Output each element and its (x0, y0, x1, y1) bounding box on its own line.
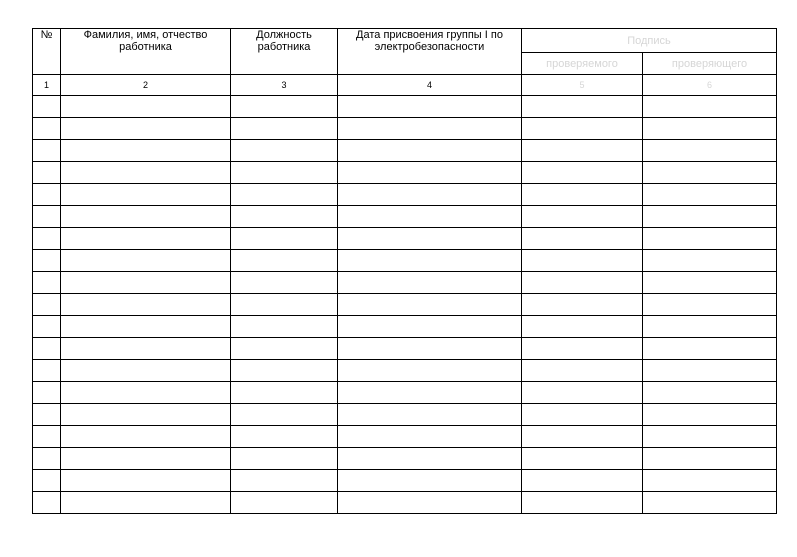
table-cell[interactable] (522, 228, 643, 250)
table-cell[interactable] (338, 492, 522, 514)
column-number-3: 3 (231, 75, 338, 96)
header-signature-examiner: проверяющего (643, 53, 777, 75)
table-cell[interactable] (643, 492, 777, 514)
column-number-row (33, 75, 777, 96)
table-row (33, 184, 777, 206)
table-cell[interactable] (61, 272, 231, 294)
table-cell[interactable] (33, 338, 61, 360)
table-cell[interactable] (61, 118, 231, 140)
table-cell[interactable] (231, 206, 338, 228)
table-cell[interactable] (338, 404, 522, 426)
table-cell[interactable] (33, 448, 61, 470)
table-cell[interactable] (643, 184, 777, 206)
table-cell[interactable] (33, 492, 61, 514)
table-cell[interactable] (33, 250, 61, 272)
table-row (33, 206, 777, 228)
table-cell[interactable] (61, 316, 231, 338)
table-cell[interactable] (61, 426, 231, 448)
table-cell[interactable] (61, 448, 231, 470)
table-cell[interactable] (231, 96, 338, 118)
table-cell[interactable] (522, 118, 643, 140)
table-cell[interactable] (522, 96, 643, 118)
table-row (33, 140, 777, 162)
column-number-4: 4 (338, 75, 522, 96)
table-row (33, 470, 777, 492)
table-cell[interactable] (231, 184, 338, 206)
table-row (33, 316, 777, 338)
table-cell[interactable] (61, 140, 231, 162)
table-cell[interactable] (643, 338, 777, 360)
table-cell[interactable] (231, 382, 338, 404)
table-cell[interactable] (338, 184, 522, 206)
table-row (33, 294, 777, 316)
table-row (33, 96, 777, 118)
table-cell[interactable] (61, 228, 231, 250)
table-cell[interactable] (231, 448, 338, 470)
table-cell[interactable] (61, 250, 231, 272)
table-cell[interactable] (338, 96, 522, 118)
table-cell[interactable] (33, 316, 61, 338)
table-cell[interactable] (231, 492, 338, 514)
table-cell[interactable] (338, 470, 522, 492)
table-cell[interactable] (338, 140, 522, 162)
table-cell[interactable] (338, 118, 522, 140)
column-number-2: 2 (61, 75, 231, 96)
table-cell[interactable] (643, 228, 777, 250)
column-number-1: 1 (33, 75, 61, 96)
table-cell[interactable] (231, 316, 338, 338)
table-row (33, 426, 777, 448)
table-cell[interactable] (522, 250, 643, 272)
table-cell[interactable] (643, 382, 777, 404)
table-cell[interactable] (338, 338, 522, 360)
table-row (33, 338, 777, 360)
table-cell[interactable] (338, 162, 522, 184)
table-cell[interactable] (61, 382, 231, 404)
table-cell[interactable] (231, 162, 338, 184)
table-cell[interactable] (33, 404, 61, 426)
table-cell[interactable] (61, 162, 231, 184)
table-cell[interactable] (643, 404, 777, 426)
table-cell[interactable] (61, 338, 231, 360)
table-cell[interactable] (61, 206, 231, 228)
column-number-6: 6 (643, 75, 777, 96)
table-cell[interactable] (33, 228, 61, 250)
table-cell[interactable] (643, 426, 777, 448)
table-cell[interactable] (643, 470, 777, 492)
table-row (33, 162, 777, 184)
table-cell[interactable] (231, 118, 338, 140)
table-cell[interactable] (61, 360, 231, 382)
header-full-name: Фамилия, имя, отчество работника (61, 29, 231, 75)
table-row (33, 404, 777, 426)
table-cell[interactable] (33, 360, 61, 382)
table-cell[interactable] (338, 272, 522, 294)
table-cell[interactable] (522, 294, 643, 316)
table-cell[interactable] (231, 426, 338, 448)
table-cell[interactable] (61, 404, 231, 426)
table-cell[interactable] (231, 140, 338, 162)
table-cell[interactable] (643, 294, 777, 316)
table-cell[interactable] (338, 250, 522, 272)
table-cell[interactable] (522, 492, 643, 514)
table-cell[interactable] (643, 162, 777, 184)
table-cell[interactable] (522, 448, 643, 470)
table-cell[interactable] (61, 492, 231, 514)
header-position: Должность работника (231, 29, 338, 75)
table-cell[interactable] (522, 206, 643, 228)
table-cell[interactable] (338, 316, 522, 338)
table-cell[interactable] (338, 294, 522, 316)
header-number: № (33, 29, 61, 75)
journal-table (32, 28, 777, 514)
table-row (33, 250, 777, 272)
table-cell[interactable] (231, 228, 338, 250)
table-cell[interactable] (643, 250, 777, 272)
header-assignment-date: Дата присвоения группы I по электробезопасности (338, 29, 522, 75)
table-cell[interactable] (522, 140, 643, 162)
table-cell[interactable] (231, 404, 338, 426)
table-cell[interactable] (522, 426, 643, 448)
table-row (33, 228, 777, 250)
table-cell[interactable] (643, 360, 777, 382)
table-cell[interactable] (643, 272, 777, 294)
table-cell[interactable] (522, 470, 643, 492)
table-row (33, 448, 777, 470)
table-cell[interactable] (231, 294, 338, 316)
table-cell[interactable] (643, 448, 777, 470)
table-cell[interactable] (33, 118, 61, 140)
table-row (33, 382, 777, 404)
table-cell[interactable] (33, 162, 61, 184)
table-cell[interactable] (33, 184, 61, 206)
table-cell[interactable] (338, 382, 522, 404)
table-cell[interactable] (338, 206, 522, 228)
header-row-top (33, 29, 777, 53)
table-cell[interactable] (231, 470, 338, 492)
table-cell[interactable] (643, 206, 777, 228)
table-cell[interactable] (61, 470, 231, 492)
table-cell[interactable] (33, 140, 61, 162)
table-cell[interactable] (33, 426, 61, 448)
table-cell[interactable] (61, 96, 231, 118)
table-cell[interactable] (33, 272, 61, 294)
table-row (33, 492, 777, 514)
table-cell[interactable] (231, 338, 338, 360)
table-cell[interactable] (231, 250, 338, 272)
table-cell[interactable] (33, 382, 61, 404)
table-cell[interactable] (231, 272, 338, 294)
table-cell[interactable] (522, 382, 643, 404)
table-cell[interactable] (643, 316, 777, 338)
table-cell[interactable] (522, 316, 643, 338)
table-cell[interactable] (338, 360, 522, 382)
table-cell[interactable] (231, 360, 338, 382)
table-cell[interactable] (643, 96, 777, 118)
header-signature-examinee: проверяемого (522, 53, 643, 75)
table-cell[interactable] (522, 338, 643, 360)
table-row (33, 272, 777, 294)
table-cell[interactable] (33, 206, 61, 228)
header-signature-group: Подпись (522, 29, 777, 53)
table-cell[interactable] (522, 272, 643, 294)
table-cell[interactable] (338, 448, 522, 470)
column-number-5: 5 (522, 75, 643, 96)
table-cell[interactable] (33, 96, 61, 118)
table-cell[interactable] (33, 470, 61, 492)
table-cell[interactable] (338, 228, 522, 250)
table-cell[interactable] (33, 294, 61, 316)
table-cell[interactable] (61, 184, 231, 206)
table-cell[interactable] (522, 404, 643, 426)
table-cell[interactable] (522, 162, 643, 184)
table-cell[interactable] (338, 426, 522, 448)
table-cell[interactable] (522, 360, 643, 382)
table-row (33, 360, 777, 382)
table-row (33, 118, 777, 140)
table-cell[interactable] (643, 140, 777, 162)
table-cell[interactable] (643, 118, 777, 140)
table-cell[interactable] (61, 294, 231, 316)
table-cell[interactable] (522, 184, 643, 206)
